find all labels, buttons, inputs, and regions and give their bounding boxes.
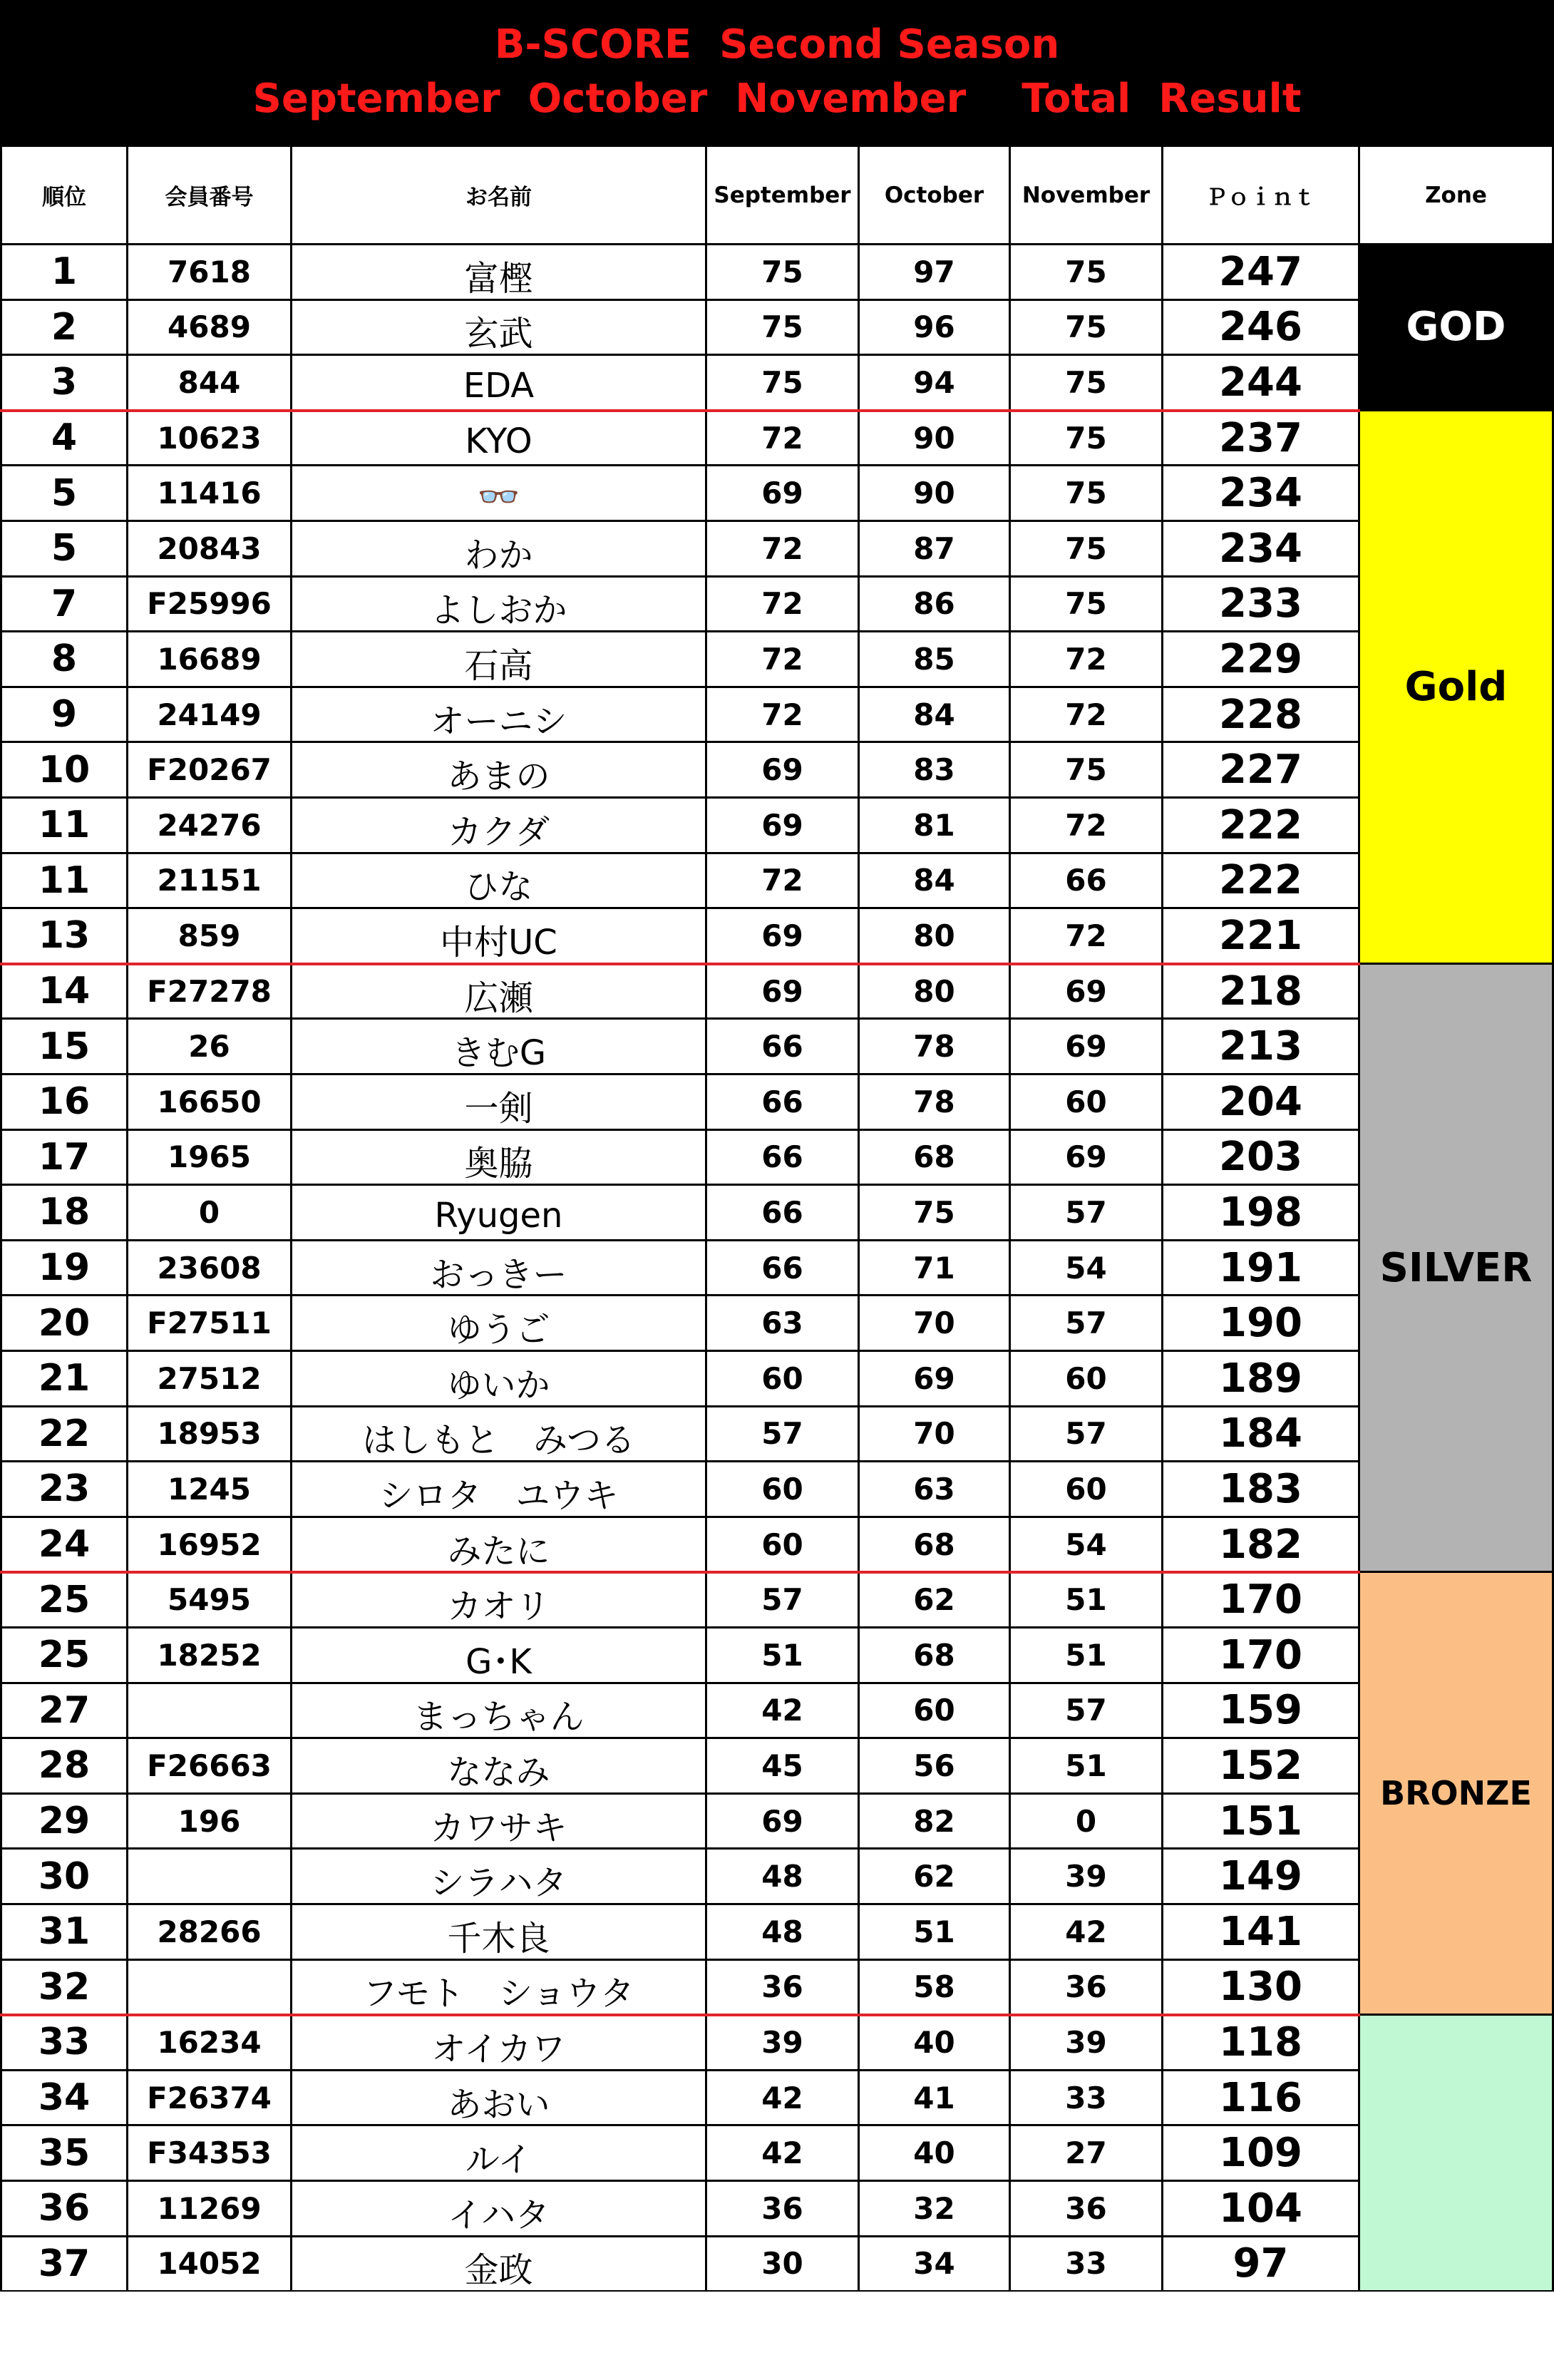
september-cell: 66 xyxy=(707,1020,860,1075)
october-cell: 86 xyxy=(860,578,1011,633)
rank-cell: 10 xyxy=(0,743,128,799)
october-cell: 60 xyxy=(860,1684,1011,1740)
name-cell: フモト ショウタ xyxy=(292,1961,707,2016)
october-cell: 56 xyxy=(860,1739,1011,1795)
november-cell: 54 xyxy=(1011,1241,1163,1297)
rank-cell: 27 xyxy=(0,1684,128,1740)
member-number-cell: 10623 xyxy=(128,411,292,467)
november-cell: 60 xyxy=(1011,1352,1163,1407)
point-cell: 222 xyxy=(1163,854,1360,910)
title-line-1: B-SCORE Second Season xyxy=(494,21,1060,68)
point-cell: 244 xyxy=(1163,356,1360,411)
point-cell: 203 xyxy=(1163,1131,1360,1186)
zone-cell: Gold xyxy=(1360,411,1554,965)
october-cell: 40 xyxy=(860,2126,1011,2182)
september-cell: 72 xyxy=(707,632,860,688)
member-number-cell: 844 xyxy=(128,356,292,411)
september-cell: 51 xyxy=(707,1628,860,1684)
member-number-cell: F25996 xyxy=(128,578,292,633)
name-cell: わか xyxy=(292,522,707,578)
point-cell: 130 xyxy=(1163,1961,1360,2016)
point-cell: 191 xyxy=(1163,1241,1360,1297)
point-cell: 227 xyxy=(1163,743,1360,799)
november-cell: 51 xyxy=(1011,1739,1163,1795)
member-number-cell: 28266 xyxy=(128,1905,292,1961)
zone-cell: GOD xyxy=(1360,245,1554,411)
name-cell: みたに xyxy=(292,1518,707,1574)
rank-cell: 3 xyxy=(0,356,128,411)
member-number-header: 会員番号 xyxy=(128,147,292,245)
point-cell: 213 xyxy=(1163,1020,1360,1075)
point-cell: 234 xyxy=(1163,522,1360,578)
november-cell: 69 xyxy=(1011,1131,1163,1186)
name-cell: よしおか xyxy=(292,578,707,633)
september-cell: 42 xyxy=(707,1684,860,1740)
member-number-cell: 26 xyxy=(128,1020,292,1075)
name-cell: 中村UC xyxy=(292,909,707,965)
zone-header: Zone xyxy=(1360,147,1554,245)
september-cell: 45 xyxy=(707,1739,860,1795)
point-cell: 118 xyxy=(1163,2016,1360,2071)
name-cell: シラハタ xyxy=(292,1850,707,1905)
member-number-cell: 16234 xyxy=(128,2016,292,2071)
september-cell: 66 xyxy=(707,1075,860,1131)
november-cell: 57 xyxy=(1011,1684,1163,1740)
name-cell: 石高 xyxy=(292,632,707,688)
point-cell: 170 xyxy=(1163,1573,1360,1628)
rank-cell: 18 xyxy=(0,1186,128,1241)
name-cell: 富樫 xyxy=(292,245,707,301)
september-cell: 63 xyxy=(707,1296,860,1352)
point-cell: 151 xyxy=(1163,1795,1360,1850)
rank-cell: 35 xyxy=(0,2126,128,2182)
november-cell: 60 xyxy=(1011,1075,1163,1131)
point-header: Ｐｏｉｎｔ xyxy=(1163,147,1360,245)
member-number-cell: 859 xyxy=(128,909,292,965)
name-cell: G･K xyxy=(292,1628,707,1684)
september-cell: 66 xyxy=(707,1186,860,1241)
member-number-cell: 18953 xyxy=(128,1407,292,1463)
member-number-cell: 11269 xyxy=(128,2182,292,2237)
september-cell: 42 xyxy=(707,2126,860,2182)
november-cell: 27 xyxy=(1011,2126,1163,2182)
october-cell: 62 xyxy=(860,1573,1011,1628)
rank-cell: 31 xyxy=(0,1905,128,1961)
member-number-cell: F27278 xyxy=(128,965,292,1020)
september-cell: 48 xyxy=(707,1905,860,1961)
name-cell: まっちゃん xyxy=(292,1684,707,1740)
september-cell: 36 xyxy=(707,2182,860,2237)
name-cell: イハタ xyxy=(292,2182,707,2237)
zone-cell xyxy=(1360,2016,1554,2292)
october-cell: 87 xyxy=(860,522,1011,578)
point-cell: 109 xyxy=(1163,2126,1360,2182)
september-cell: 72 xyxy=(707,688,860,744)
september-cell: 60 xyxy=(707,1462,860,1518)
september-cell: 66 xyxy=(707,1131,860,1186)
member-number-cell: F26663 xyxy=(128,1739,292,1795)
point-cell: 184 xyxy=(1163,1407,1360,1463)
rank-cell: 29 xyxy=(0,1795,128,1850)
name-cell: ななみ xyxy=(292,1739,707,1795)
november-cell: 57 xyxy=(1011,1186,1163,1241)
november-cell: 75 xyxy=(1011,466,1163,522)
name-cell: オイカワ xyxy=(292,2016,707,2071)
name-cell: ひな xyxy=(292,854,707,910)
september-cell: 69 xyxy=(707,743,860,799)
name-cell: 金政 xyxy=(292,2237,707,2293)
november-cell: 75 xyxy=(1011,743,1163,799)
zone-divider xyxy=(0,409,1360,412)
september-cell: 60 xyxy=(707,1518,860,1574)
november-cell: 69 xyxy=(1011,1020,1163,1075)
title-line-2: September October November Total Result xyxy=(252,76,1302,122)
september-cell: 75 xyxy=(707,301,860,357)
november-cell: 72 xyxy=(1011,688,1163,744)
member-number-cell: 23608 xyxy=(128,1241,292,1297)
point-cell: 189 xyxy=(1163,1352,1360,1407)
member-number-cell: 27512 xyxy=(128,1352,292,1407)
september-header: September xyxy=(707,147,860,245)
point-cell: 198 xyxy=(1163,1186,1360,1241)
rank-cell: 34 xyxy=(0,2071,128,2127)
name-header: お名前 xyxy=(292,147,707,245)
name-cell: 広瀬 xyxy=(292,965,707,1020)
november-cell: 33 xyxy=(1011,2237,1163,2293)
november-cell: 0 xyxy=(1011,1795,1163,1850)
rank-cell: 2 xyxy=(0,301,128,357)
point-cell: 218 xyxy=(1163,965,1360,1020)
september-cell: 69 xyxy=(707,466,860,522)
member-number-cell: 18252 xyxy=(128,1628,292,1684)
point-cell: 247 xyxy=(1163,245,1360,301)
point-cell: 97 xyxy=(1163,2237,1360,2293)
september-cell: 36 xyxy=(707,1961,860,2016)
october-cell: 32 xyxy=(860,2182,1011,2237)
name-cell: シロタ ユウキ xyxy=(292,1462,707,1518)
rank-cell: 11 xyxy=(0,799,128,854)
name-cell: オーニシ xyxy=(292,688,707,744)
zone-cell: SILVER xyxy=(1360,965,1554,1574)
point-cell: 116 xyxy=(1163,2071,1360,2127)
member-number-cell: 11416 xyxy=(128,466,292,522)
rank-cell: 25 xyxy=(0,1573,128,1628)
september-cell: 72 xyxy=(707,522,860,578)
rank-cell: 32 xyxy=(0,1961,128,2016)
name-cell: KYO xyxy=(292,411,707,467)
point-cell: 228 xyxy=(1163,688,1360,744)
november-cell: 51 xyxy=(1011,1628,1163,1684)
november-cell: 33 xyxy=(1011,2071,1163,2127)
rank-cell: 25 xyxy=(0,1628,128,1684)
point-cell: 159 xyxy=(1163,1684,1360,1740)
november-cell: 75 xyxy=(1011,245,1163,301)
title-banner xyxy=(0,0,1554,147)
name-cell: 奥脇 xyxy=(292,1131,707,1186)
october-cell: 68 xyxy=(860,1131,1011,1186)
september-cell: 72 xyxy=(707,854,860,910)
point-cell: 222 xyxy=(1163,799,1360,854)
name-cell: 千木良 xyxy=(292,1905,707,1961)
rank-cell: 7 xyxy=(0,578,128,633)
zone-cell: BRONZE xyxy=(1360,1573,1554,2016)
november-cell: 51 xyxy=(1011,1573,1163,1628)
member-number-cell: 196 xyxy=(128,1795,292,1850)
september-cell: 75 xyxy=(707,356,860,411)
september-cell: 72 xyxy=(707,578,860,633)
november-cell: 57 xyxy=(1011,1407,1163,1463)
september-cell: 69 xyxy=(707,909,860,965)
october-cell: 70 xyxy=(860,1296,1011,1352)
name-cell: ルイ xyxy=(292,2126,707,2182)
october-cell: 75 xyxy=(860,1186,1011,1241)
point-cell: 237 xyxy=(1163,411,1360,467)
rank-cell: 21 xyxy=(0,1352,128,1407)
october-cell: 78 xyxy=(860,1020,1011,1075)
october-cell: 83 xyxy=(860,743,1011,799)
november-cell: 72 xyxy=(1011,909,1163,965)
member-number-cell: F34353 xyxy=(128,2126,292,2182)
member-number-cell: 24149 xyxy=(128,688,292,744)
rank-cell: 1 xyxy=(0,245,128,301)
name-cell: 一剣 xyxy=(292,1075,707,1131)
member-number-cell: 16689 xyxy=(128,632,292,688)
september-cell: 75 xyxy=(707,245,860,301)
rank-cell: 19 xyxy=(0,1241,128,1297)
october-cell: 80 xyxy=(860,965,1011,1020)
november-cell: 39 xyxy=(1011,1850,1163,1905)
october-cell: 68 xyxy=(860,1518,1011,1574)
name-cell: カクダ xyxy=(292,799,707,854)
october-cell: 82 xyxy=(860,1795,1011,1850)
rank-cell: 30 xyxy=(0,1850,128,1905)
november-cell: 66 xyxy=(1011,854,1163,910)
november-cell: 36 xyxy=(1011,1961,1163,2016)
name-cell: おっきー xyxy=(292,1241,707,1297)
point-cell: 141 xyxy=(1163,1905,1360,1961)
zone-divider xyxy=(0,2014,1360,2016)
point-cell: 149 xyxy=(1163,1850,1360,1905)
rank-cell: 23 xyxy=(0,1462,128,1518)
october-cell: 58 xyxy=(860,1961,1011,2016)
november-cell: 57 xyxy=(1011,1296,1163,1352)
october-cell: 68 xyxy=(860,1628,1011,1684)
october-cell: 80 xyxy=(860,909,1011,965)
september-cell: 69 xyxy=(707,1795,860,1850)
rank-cell: 4 xyxy=(0,411,128,467)
rank-header: 順位 xyxy=(0,147,128,245)
october-cell: 69 xyxy=(860,1352,1011,1407)
member-number-cell: 4689 xyxy=(128,301,292,357)
october-cell: 62 xyxy=(860,1850,1011,1905)
november-cell: 72 xyxy=(1011,799,1163,854)
point-cell: 234 xyxy=(1163,466,1360,522)
rank-cell: 22 xyxy=(0,1407,128,1463)
rank-cell: 17 xyxy=(0,1131,128,1186)
rank-cell: 11 xyxy=(0,854,128,910)
rank-cell: 5 xyxy=(0,466,128,522)
rank-cell: 20 xyxy=(0,1296,128,1352)
member-number-cell: 24276 xyxy=(128,799,292,854)
september-cell: 39 xyxy=(707,2016,860,2071)
november-cell: 75 xyxy=(1011,301,1163,357)
november-cell: 75 xyxy=(1011,578,1163,633)
point-cell: 233 xyxy=(1163,578,1360,633)
point-cell: 104 xyxy=(1163,2182,1360,2237)
september-cell: 30 xyxy=(707,2237,860,2293)
name-cell: カオリ xyxy=(292,1573,707,1628)
september-cell: 72 xyxy=(707,411,860,467)
rank-cell: 28 xyxy=(0,1739,128,1795)
november-cell: 75 xyxy=(1011,411,1163,467)
rank-cell: 37 xyxy=(0,2237,128,2293)
name-cell: EDA xyxy=(292,356,707,411)
october-header: October xyxy=(860,147,1011,245)
november-cell: 60 xyxy=(1011,1462,1163,1518)
member-number-cell: F20267 xyxy=(128,743,292,799)
november-cell: 39 xyxy=(1011,2016,1163,2071)
name-cell: あおい xyxy=(292,2071,707,2127)
october-cell: 90 xyxy=(860,411,1011,467)
october-cell: 97 xyxy=(860,245,1011,301)
september-cell: 66 xyxy=(707,1241,860,1297)
zone-divider xyxy=(0,1571,1360,1574)
october-cell: 71 xyxy=(860,1241,1011,1297)
october-cell: 96 xyxy=(860,301,1011,357)
member-number-cell: 1245 xyxy=(128,1462,292,1518)
october-cell: 51 xyxy=(860,1905,1011,1961)
bottom-margin xyxy=(0,2292,1554,2380)
member-number-cell xyxy=(128,1961,292,2016)
member-number-cell: 20843 xyxy=(128,522,292,578)
november-cell: 36 xyxy=(1011,2182,1163,2237)
november-cell: 42 xyxy=(1011,1905,1163,1961)
october-cell: 90 xyxy=(860,466,1011,522)
name-cell: ゆうご xyxy=(292,1296,707,1352)
zone-divider xyxy=(0,963,1360,965)
november-cell: 69 xyxy=(1011,965,1163,1020)
name-cell: あまの xyxy=(292,743,707,799)
rank-cell: 8 xyxy=(0,632,128,688)
name-cell: 👓 xyxy=(292,466,707,522)
november-header: November xyxy=(1011,147,1163,245)
october-cell: 40 xyxy=(860,2016,1011,2071)
september-cell: 69 xyxy=(707,965,860,1020)
rank-cell: 33 xyxy=(0,2016,128,2071)
rank-cell: 36 xyxy=(0,2182,128,2237)
member-number-cell: 1965 xyxy=(128,1131,292,1186)
member-number-cell: 7618 xyxy=(128,245,292,301)
september-cell: 57 xyxy=(707,1573,860,1628)
point-cell: 183 xyxy=(1163,1462,1360,1518)
point-cell: 190 xyxy=(1163,1296,1360,1352)
name-cell: 玄武 xyxy=(292,301,707,357)
september-cell: 60 xyxy=(707,1352,860,1407)
november-cell: 72 xyxy=(1011,632,1163,688)
member-number-cell xyxy=(128,1684,292,1740)
point-cell: 182 xyxy=(1163,1518,1360,1574)
september-cell: 57 xyxy=(707,1407,860,1463)
point-cell: 170 xyxy=(1163,1628,1360,1684)
october-cell: 63 xyxy=(860,1462,1011,1518)
point-cell: 229 xyxy=(1163,632,1360,688)
member-number-cell: F27511 xyxy=(128,1296,292,1352)
name-cell: カワサキ xyxy=(292,1795,707,1850)
september-cell: 48 xyxy=(707,1850,860,1905)
point-cell: 246 xyxy=(1163,301,1360,357)
name-cell: はしもと みつる xyxy=(292,1407,707,1463)
september-cell: 69 xyxy=(707,799,860,854)
point-cell: 204 xyxy=(1163,1075,1360,1131)
october-cell: 81 xyxy=(860,799,1011,854)
november-cell: 75 xyxy=(1011,522,1163,578)
rank-cell: 24 xyxy=(0,1518,128,1574)
member-number-cell: 16952 xyxy=(128,1518,292,1574)
member-number-cell: 21151 xyxy=(128,854,292,910)
member-number-cell: 5495 xyxy=(128,1573,292,1628)
member-number-cell: 16650 xyxy=(128,1075,292,1131)
rank-cell: 13 xyxy=(0,909,128,965)
name-cell: きむG xyxy=(292,1020,707,1075)
october-cell: 84 xyxy=(860,854,1011,910)
name-cell: Ryugen xyxy=(292,1186,707,1241)
october-cell: 70 xyxy=(860,1407,1011,1463)
point-cell: 152 xyxy=(1163,1739,1360,1795)
point-cell: 221 xyxy=(1163,909,1360,965)
october-cell: 34 xyxy=(860,2237,1011,2293)
october-cell: 41 xyxy=(860,2071,1011,2127)
rank-cell: 5 xyxy=(0,522,128,578)
november-cell: 75 xyxy=(1011,356,1163,411)
october-cell: 78 xyxy=(860,1075,1011,1131)
september-cell: 42 xyxy=(707,2071,860,2127)
member-number-cell: 14052 xyxy=(128,2237,292,2293)
rank-cell: 15 xyxy=(0,1020,128,1075)
rank-cell: 9 xyxy=(0,688,128,744)
member-number-cell: 0 xyxy=(128,1186,292,1241)
october-cell: 85 xyxy=(860,632,1011,688)
november-cell: 54 xyxy=(1011,1518,1163,1574)
october-cell: 94 xyxy=(860,356,1011,411)
rank-cell: 14 xyxy=(0,965,128,1020)
name-cell: ゆいか xyxy=(292,1352,707,1407)
member-number-cell: F26374 xyxy=(128,2071,292,2127)
october-cell: 84 xyxy=(860,688,1011,744)
rank-cell: 16 xyxy=(0,1075,128,1131)
member-number-cell xyxy=(128,1850,292,1905)
results-table xyxy=(0,147,1554,2292)
